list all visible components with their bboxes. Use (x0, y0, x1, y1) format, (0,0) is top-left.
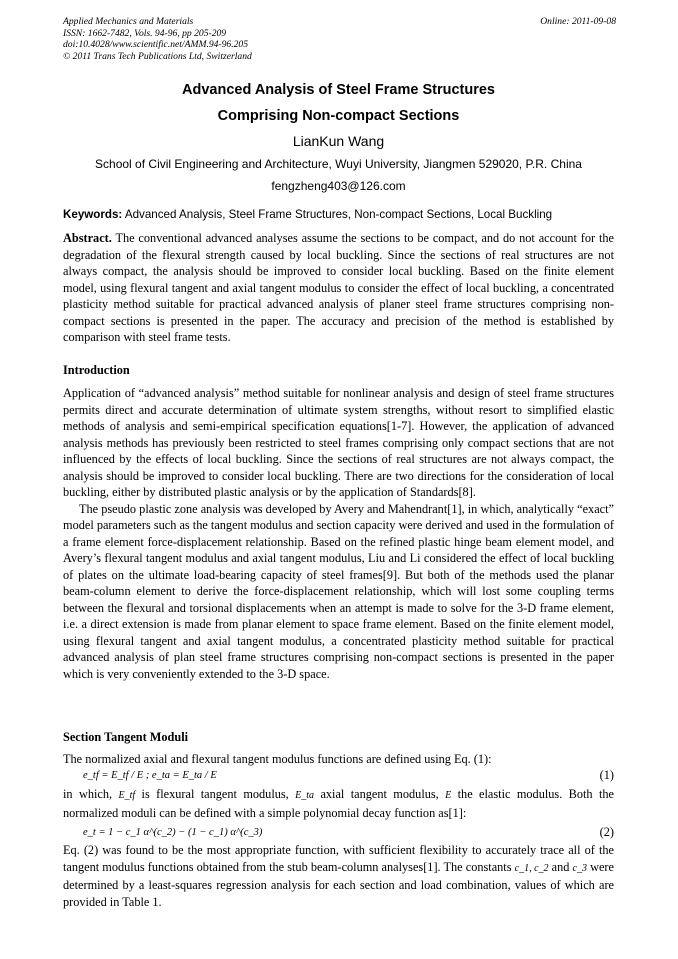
keywords-label: Keywords: (63, 208, 123, 221)
symbol-c3: c_3 (572, 862, 587, 874)
stm-p2-text-d: the elastic modulus. Both the normalized moduli can be defined with a simple polynomial decay function as[1]: (63, 787, 614, 820)
paper-title-line-2: Comprising Non-compact Sections (217, 108, 460, 124)
stm-p3-text-c: were determined by a least-squares regression analysis for each section and load combination, values of which are provided in Table 1. (63, 859, 614, 909)
symbol-e: E (445, 790, 452, 801)
abstract (63, 230, 614, 346)
equation-1-number: (1) (599, 768, 614, 782)
stm-p2-text-b: is flexural tangent modulus, (141, 787, 289, 801)
abstract-text: The conventional advanced analyses assume the sections to be compact, and do not account for the degradation of the flexural strength caused by local buckling. Since the sections of real structures are not always compact, the analysis should be improved to consider local buckling. Based on the finite element model, using flexural tangent and axial tangent modulus to consider the effect of local buckling, a concentrated plasticity method suitable for practical advanced analysis of planer steel frame structures comprising non-compact sections is presented in the paper. The accuracy and precision of the method is established by comparison with steel frame tests. (63, 231, 614, 344)
paper-title-line-1: Advanced Analysis of Steel Frame Structures (182, 82, 495, 98)
copyright: © 2011 Trans Tech Publications Ltd, Switzerland (63, 50, 252, 62)
journal-header (63, 16, 616, 62)
section-tangent-moduli-heading: Section Tangent Moduli (63, 730, 189, 744)
equation-1-expression: e_tf = E_tf / E ; e_ta = E_ta / E (83, 770, 217, 781)
keywords-text: Advanced Analysis, Steel Frame Structures, Non-compact Sections, Local Buckling (124, 208, 553, 221)
intro-paragraph-1: Application of “advanced analysis” method suitable for nonlinear analysis and design of steel frame structures permits direct and accurate determination of ultimate system strengths, without resort to simplified elastic methods of analysis and semi-empirical specification equations[1-7]. However, the application of advanced analysis methods has previously been restricted to steel frames comprising only compact sections that are not influenced by the effects of local buckling. Since the sections of real structures are not always compact, the analysis should be improved to consider local buckling. There are two directions for the consideration of local buckling, either by distributed plastic analysis or by the application of Standards[8]. (63, 386, 614, 499)
introduction-heading: Introduction (63, 363, 130, 377)
stm-paragraph-2 (63, 786, 614, 821)
intro-paragraph-2: The pseudo plastic zone analysis was developed by Avery and Mahendrant[1], in which, analytically “exact” model parameters such as the tangent modulus and section capacity were derived and used in the formulation of a frame element force-displacement relationship. Based on the refined plastic hinge beam element model, and Avery’s flexural tangent modulus and axial tangent modulus, Liu and Li considered the effect of local buckling of plates on the ultimate load-bearing capacity of steel frames[9]. But both of the methods used the planar beam-column element to derive the force-displacement relationship, which will lost some coupling terms between the flexural and torsional displacements when an attempt is made to solve for the 3-D frame element, i.e. a direct extension is made from planar element to space frame element. Based on the finite element model, using flexural tangent and axial tangent modulus, a concentrated plasticity method suitable for practical advanced analysis of plan steel frame structures comprising non-compact sections is presented in the paper which is very conveniently extended to the 3-D space. (63, 501, 614, 681)
stm-paragraph-3 (63, 842, 614, 910)
symbol-etf: E_tf (118, 790, 136, 801)
keywords (63, 208, 614, 221)
equation-2-number: (2) (599, 825, 614, 839)
stm-p3-text-a: Eq. (2) was found to be the most appropriate function, with sufficient flexibility to accurately trace all of the tangent modulus functions obtained from the stub beam-column analyses[1]. The constants (63, 843, 614, 874)
author-name: LianKun Wang (292, 133, 385, 149)
online-date: Online: 2011-09-08 (540, 16, 616, 27)
issn: ISSN: 1662-7482, Vols. 94-96, pp 205-209 (63, 27, 227, 39)
stm-p2-text-a: in which, (63, 787, 113, 801)
equation-2-expression: e_t = 1 − c_1 α^(c_2) − (1 − c_1) α^(c_3) (83, 827, 263, 838)
journal-name: Applied Mechanics and Materials (63, 16, 194, 27)
equation-2 (63, 825, 614, 841)
equation-1 (63, 768, 614, 784)
symbol-c1-c2: c_1, c_2 (514, 862, 549, 874)
author-email[interactable]: fengzheng403@126.com (271, 179, 406, 193)
symbol-eta: E_ta (295, 790, 315, 801)
abstract-label: Abstract. (63, 231, 112, 245)
doi: doi:10.4028/www.scientific.net/AMM.94-96.205 (63, 39, 249, 50)
stm-p3-text-b: and (551, 859, 570, 874)
introduction-body (63, 385, 614, 682)
affiliation: School of Civil Engineering and Architecture, Wuyi University, Jiangmen 529020, P.R. China (95, 157, 582, 171)
stm-p2-text-c: axial tangent modulus, (320, 787, 439, 801)
stm-paragraph-1: The normalized axial and flexural tangent modulus functions are defined using Eq. (1): (63, 752, 492, 766)
